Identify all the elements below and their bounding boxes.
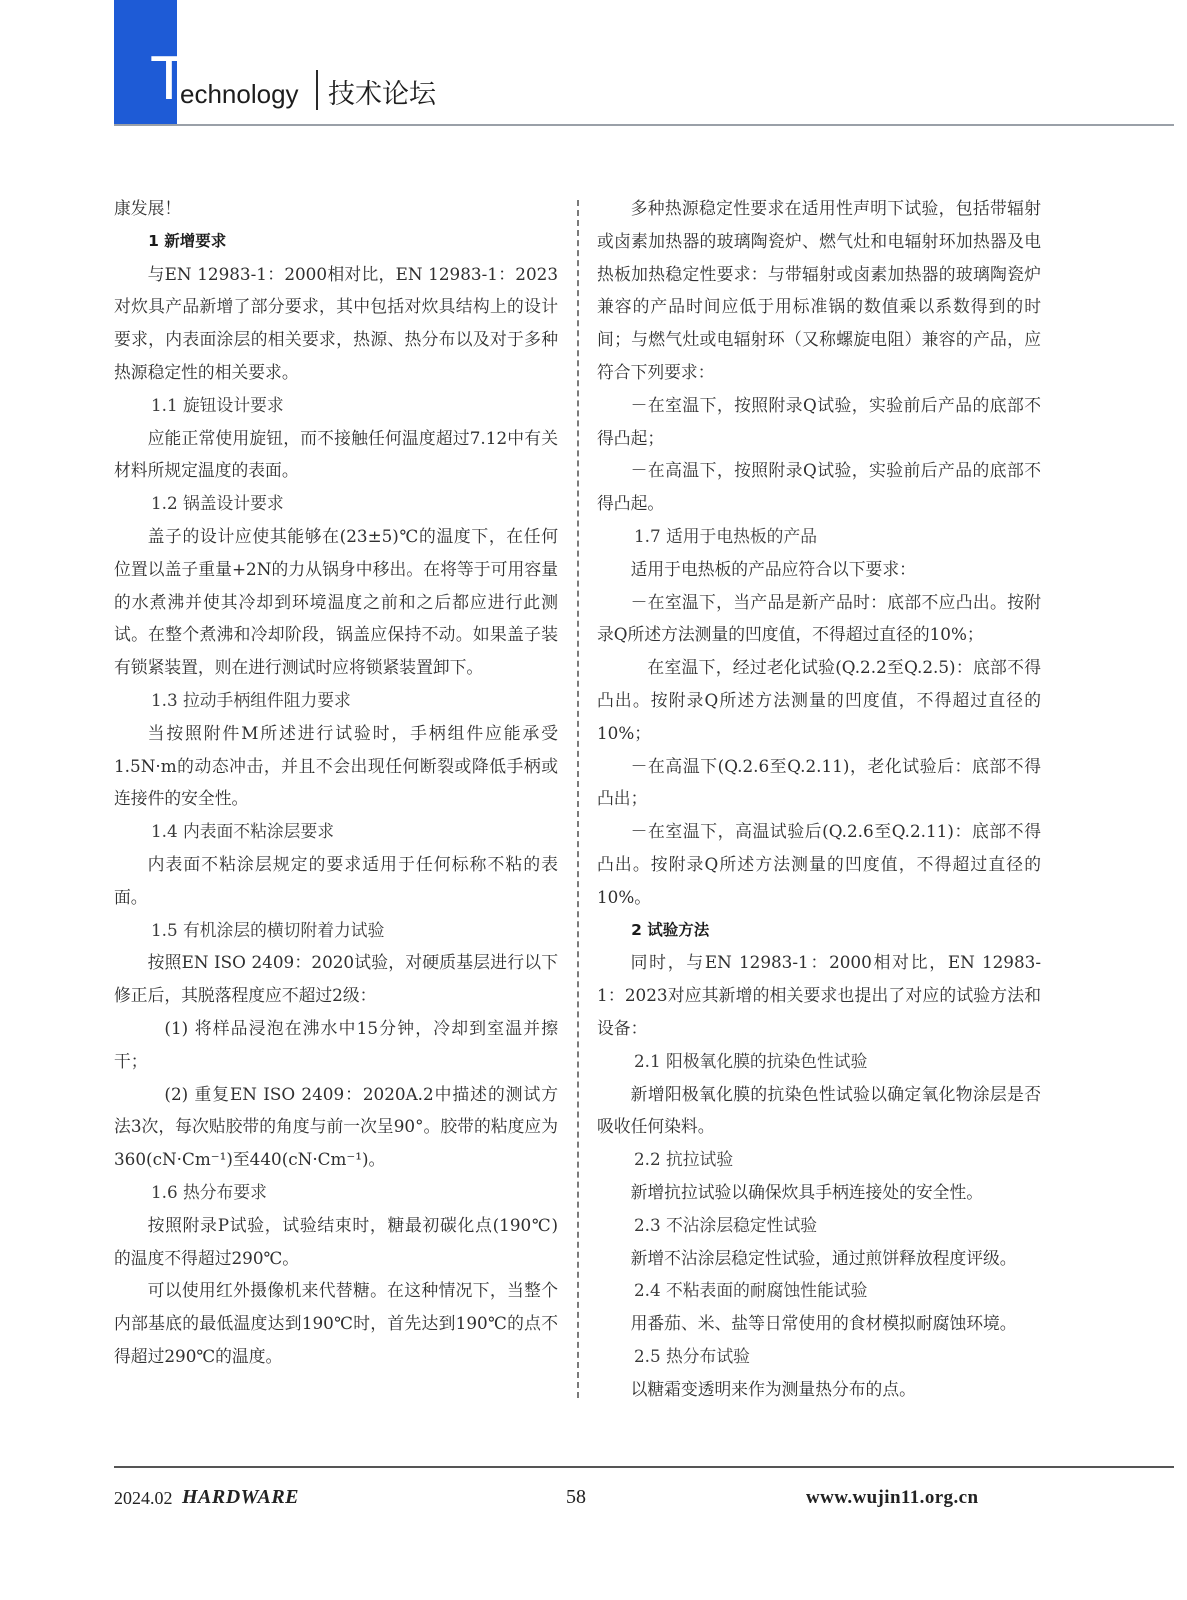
paragraph: 康发展！ <box>114 198 182 218</box>
subsection-heading: 1.1 旋钮设计要求 <box>150 394 284 415</box>
magazine-name: HARDWARE <box>182 1486 299 1508</box>
paragraph: 内表面不粘涂层规定的要求适用于任何标称不粘的表面。 <box>114 853 558 907</box>
section-heading: 1 新增要求 <box>148 231 227 250</box>
column-divider <box>577 200 579 1398</box>
list-paragraph: 在室温下，经过老化试验(Q.2.2至Q.2.5)：底部不得凸出。按附录Q所述方法测量的凹度值，不得超过直径的10%； <box>597 657 1041 743</box>
subsection-heading: 1.7 适用于电热板的产品 <box>633 525 818 546</box>
paragraph: 多种热源稳定性要求在适用性声明下试验，包括带辐射或卤素加热器的玻璃陶瓷炉、燃气灶和电辐射环加热器及电热板加热稳定性要求：与带辐射或卤素加热器的玻璃陶瓷炉兼容的产品时间应低于用标准锅的数值乘以系数得到的时间；与燃气灶或电辐射环（又称螺旋电阻）兼容的产品，应符合下列要求： <box>597 198 1041 382</box>
paragraph: 同时，与EN 12983-1：2000相对比，EN 12983-1：2023对应其新增的相关要求也提出了对应的试验方法和设备： <box>597 952 1041 1038</box>
paragraph: 按照附录P试验，试验结束时，糖最初碳化点(190℃)的温度不得超过290℃。 <box>114 1214 558 1268</box>
paragraph: 以糖霜变透明来作为测量热分布的点。 <box>630 1378 916 1399</box>
paragraph: －在室温下，当产品是新产品时：底部不应凸出。按附录Q所述方法测量的凹度值，不得超过直径的10%； <box>597 591 1041 645</box>
subsection-heading: 1.4 内表面不粘涂层要求 <box>150 821 335 842</box>
list-paragraph: (2) 重复EN ISO 2409：2020A.2中描述的测试方法3次，每次贴胶带的角度与前一次呈90°。胶带的粘度应为360(cN·Cm⁻¹)至440(cN·Cm⁻¹)。 <box>114 1083 558 1170</box>
paragraph: 当按照附件M所述进行试验时，手柄组件应能承受1.5N·m的动态冲击，并且不会出现任何断裂或降低手柄或连接件的安全性。 <box>114 722 558 809</box>
paragraph: －在室温下，按照附录Q试验，实验前后产品的底部不得凸起； <box>597 394 1041 448</box>
paragraph: 新增阳极氧化膜的抗染色性试验以确定氧化物涂层是否吸收任何染料。 <box>597 1083 1041 1137</box>
issue-date: 2024.02 <box>114 1488 173 1508</box>
paragraph: 用番茄、米、盐等日常使用的食材模拟耐腐蚀环境。 <box>630 1313 1017 1334</box>
paragraph: 新增抗拉试验以确保炊具手柄连接处的安全性。 <box>630 1181 984 1202</box>
subsection-heading: 1.6 热分布要求 <box>150 1181 267 1202</box>
paragraph: －在室温下，高温试验后(Q.2.6至Q.2.11)：底部不得凸出。按附录Q所述方法测量的凹度值，不得超过直径的10%。 <box>597 821 1041 907</box>
paragraph: 与EN 12983-1：2000相对比，EN 12983-1：2023对炊具产品新增了部分要求，其中包括对炊具结构上的设计要求，内表面涂层的相关要求，热源、热分布以及对于多种热源稳定性的相关要求。 <box>114 263 558 382</box>
brand-initial: T <box>150 44 188 113</box>
section-title: 技术论坛 <box>328 79 436 110</box>
subsection-heading: 2.5 热分布试验 <box>633 1345 750 1366</box>
header-separator <box>316 70 318 110</box>
paragraph: 适用于电热板的产品应符合以下要求： <box>630 558 916 579</box>
subsection-heading: 2.2 抗拉试验 <box>633 1149 734 1170</box>
subsection-heading: 2.1 阳极氧化膜的抗染色性试验 <box>633 1050 868 1071</box>
paragraph: 盖子的设计应使其能够在(23±5)℃的温度下，在任何位置以盖子重量+2N的力从锅身中移出。在将等于可用容量的水煮沸并使其冷却到环境温度之前和之后都应进行此测试。在整个煮沸和冷却阶段，锅盖应保持不动。如果盖子装有锁紧装置，则在进行测试时应将锁紧装置卸下。 <box>114 525 558 678</box>
paragraph: 可以使用红外摄像机来代替糖。在这种情况下，当整个内部基底的最低温度达到190℃时，首先达到190℃的点不得超过290℃的温度。 <box>114 1280 558 1366</box>
paragraph: －在高温下(Q.2.6至Q.2.11)，老化试验后：底部不得凸出； <box>597 755 1041 809</box>
subsection-heading: 1.3 拉动手柄组件阻力要求 <box>150 689 351 710</box>
paragraph: 应能正常使用旋钮，而不接触任何温度超过7.12中有关材料所规定温度的表面。 <box>114 427 558 481</box>
section-heading: 2 试验方法 <box>631 920 710 939</box>
brand-word: echnology <box>180 79 299 109</box>
left-column <box>114 192 558 1373</box>
subsection-heading: 2.3 不沾涂层稳定性试验 <box>633 1214 818 1235</box>
list-paragraph: (1) 将样品浸泡在沸水中15分钟，冷却到室温并擦干； <box>114 1017 558 1071</box>
subsection-heading: 1.5 有机涂层的横切附着力试验 <box>150 919 385 940</box>
right-column <box>597 192 1041 1405</box>
website-url: www.wujin11.org.cn <box>806 1487 979 1508</box>
paragraph: 新增不沾涂层稳定性试验，通过煎饼释放程度评级。 <box>630 1247 1017 1268</box>
header-rule <box>114 124 1174 126</box>
subsection-heading: 2.4 不粘表面的耐腐蚀性能试验 <box>633 1280 868 1301</box>
paragraph: 按照EN ISO 2409：2020试验，对硬质基层进行以下修正后，其脱落程度应不超过2级： <box>114 952 558 1006</box>
page-number: 58 <box>566 1486 586 1508</box>
subsection-heading: 1.2 锅盖设计要求 <box>150 493 284 514</box>
footer-rule <box>114 1466 1174 1468</box>
paragraph: －在高温下，按照附录Q试验，实验前后产品的底部不得凸起。 <box>597 460 1041 514</box>
